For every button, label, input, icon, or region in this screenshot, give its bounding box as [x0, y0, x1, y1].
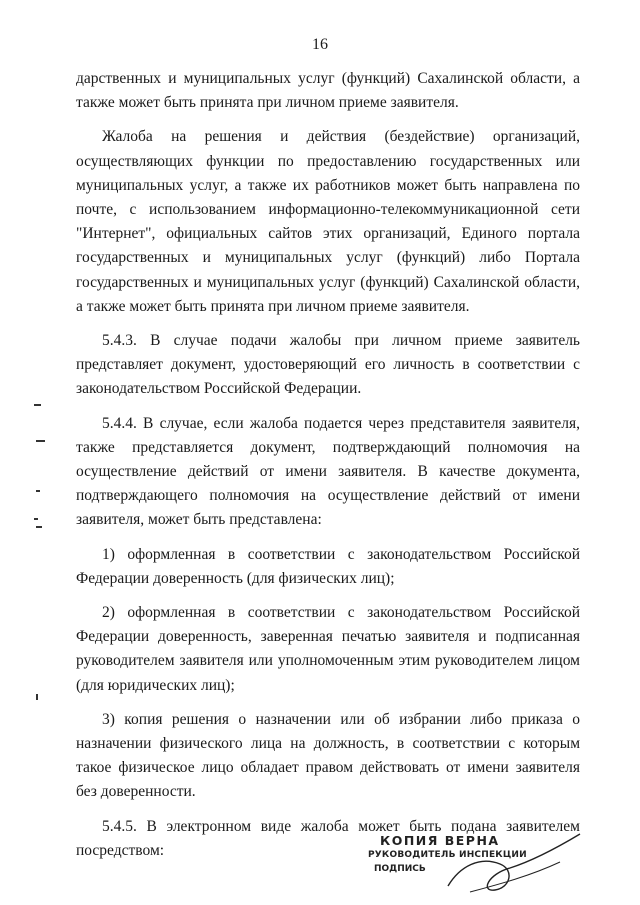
document-body — [76, 67, 580, 863]
list-item-2: 2) оформленная в соответствии с законодательством Российской Федерации доверенность, заверенная печатью заявителя и подписанная руководителем заявителя или уполномоченным этим руководителем лицом (для юридических лиц); — [76, 604, 580, 694]
paragraph-5-4-5: 5.4.5. В электронном виде жалоба может быть подана заявителем посредством: — [76, 817, 580, 859]
list-item-1: 1) оформленная в соответствии с законодательством Российской Федерации доверенность (для физических лиц); — [76, 545, 580, 587]
stamp-copy-true: КОПИЯ ВЕРНА — [380, 833, 500, 848]
list-item-3: 3) копия решения о назначении или об избрании либо приказа о назначении физического лица на должность, в соответствии с которым такое физическое лицо обладает правом действовать от имени заявителя без доверенности. — [76, 710, 580, 801]
paragraph-continuation: дарственных и муниципальных услуг (функций) Сахалинской области, а также может быть принята при личном приеме заявителя. — [76, 70, 580, 112]
paragraph-complaint-channels: Жалоба на решения и действия (бездействие) организаций, осуществляющих функции по предоставлению государственных или муниципальных услуг, а также их работников может быть направлена по почте, с использованием информационно-телекоммуникационной сети "Интернет", официальных сайтов этих организаций, Единого портала государственных и муниципальных услуг (функций) либо Портала государственных и муниципальных услуг (функций) Сахалинской области, а также может быть принята при личном приеме заявителя. — [76, 128, 580, 315]
handwritten-signature — [440, 826, 590, 901]
paragraph-5-4-4: 5.4.4. В случае, если жалоба подается через представителя заявителя, также представляется документ, подтверждающий полномочия на осуществление действий от имени заявителя. В качестве документа, подтверждающего полномочия на осуществление действий от имени заявителя, может быть представлена: — [76, 414, 580, 529]
stamp-position: РУКОВОДИТЕЛЬ ИНСПЕКЦИИ — [368, 850, 527, 860]
stamp-signature-label: ПОДПИСЬ — [374, 864, 426, 874]
page-number: 16 — [312, 36, 328, 53]
paragraph-5-4-3: 5.4.3. В случае подачи жалобы при личном приеме заявитель представляет документ, удостоверяющий его личность в соответствии с законодательством Российской Федерации. — [76, 332, 580, 398]
